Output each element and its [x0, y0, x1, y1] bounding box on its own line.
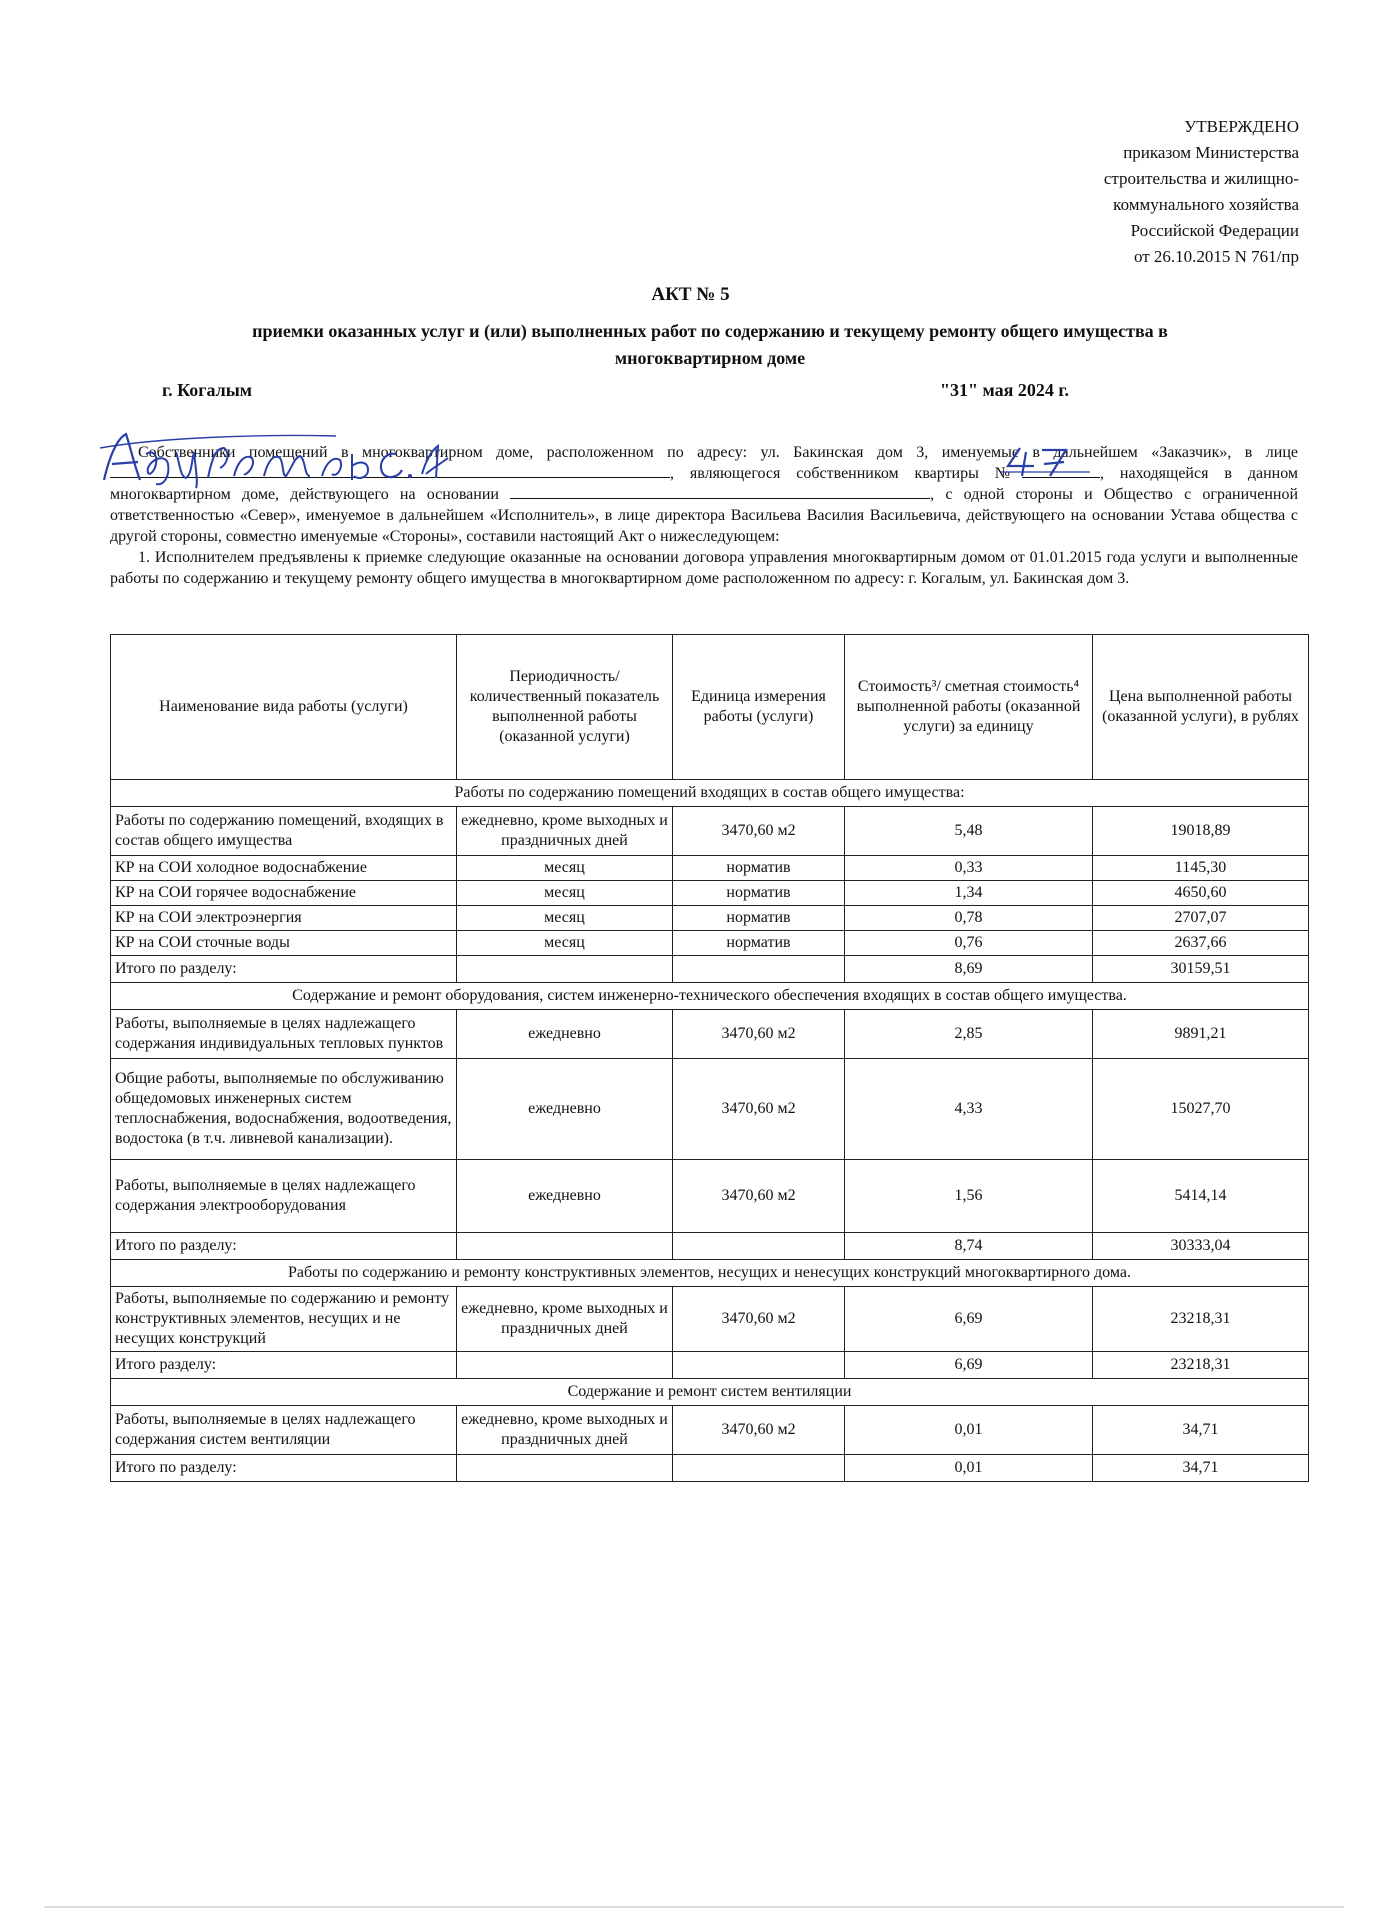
section-header-row	[111, 780, 1309, 807]
cell-unit-cost: 0,33	[845, 856, 1093, 881]
total-unit-cost: 0,01	[845, 1455, 1093, 1482]
total-empty	[457, 1233, 673, 1260]
cell-work-name: Работы, выполняемые в целях надлежащего содержания систем вентиляции	[111, 1406, 457, 1455]
total-label: Итого по разделу:	[111, 956, 457, 983]
cell-unit: 3470,60 м2	[673, 1406, 845, 1455]
handwritten-apartment-number	[1000, 444, 1092, 478]
total-label: Итого по разделу:	[111, 1455, 457, 1482]
scan-edge-line	[44, 1906, 1344, 1908]
total-unit-cost: 8,74	[845, 1233, 1093, 1260]
section-header-row	[111, 983, 1309, 1010]
cell-price: 2637,66	[1093, 931, 1309, 956]
intro-text-d: , с одной стороны и Общество с ограниченной ответственностью «Север», именуемое в дальнейшем «Исполнитель», в лице директора Васильева Василия Васильевича, действующего на основании Устава общества с другой стороны, совместно именуемые «Стороны», составили настоящий Акт о нижеследующем:	[110, 486, 1299, 545]
cell-unit-cost: 2,85	[845, 1010, 1093, 1059]
total-price: 34,71	[1093, 1455, 1309, 1482]
total-label: Итого по разделу:	[111, 1233, 457, 1260]
table-row	[111, 1287, 1309, 1352]
intro-text-b: , являющегося собственником квартиры №	[670, 465, 1022, 482]
cell-unit-cost: 5,48	[845, 807, 1093, 856]
approved-line: УТВЕРЖДЕНО	[1184, 117, 1299, 136]
header-unit: Единица измерения работы (услуги)	[673, 635, 845, 780]
header-price: Цена выполненной работы (оказанной услуги), в рублях	[1093, 635, 1309, 780]
intro-text-a: Собственники помещений в многоквартирном доме, расположенном по адресу: ул. Бакинская дом 3, именуемые в дальнейшем «Заказчик», в лице	[138, 444, 1298, 461]
total-price: 23218,31	[1093, 1352, 1309, 1379]
cell-unit: норматив	[673, 856, 845, 881]
approved-line: Российской Федерации	[1130, 221, 1299, 240]
cell-periodicity: месяц	[457, 856, 673, 881]
intro-paragraph-2: 1. Исполнителем предъявлены к приемке следующие оказанные на основании договора управления многоквартирным домом от 01.01.2015 года услуги и выполненные работы по содержанию и текущему ремонту общего имущества в многоквартирном доме расположенном по адресу: г. Когалым, ул. Бакинская дом 3.	[110, 549, 1298, 587]
approved-line: строительства и жилищно-	[1103, 169, 1299, 188]
cell-unit-cost: 0,78	[845, 906, 1093, 931]
cell-unit: норматив	[673, 881, 845, 906]
section-total-row	[111, 1455, 1309, 1482]
cell-price: 1145,30	[1093, 856, 1309, 881]
cell-unit: 3470,60 м2	[673, 1287, 845, 1352]
header-unit-cost: Стоимость³/ сметная стоимость⁴ выполненной работы (оказанной услуги) за единицу	[845, 635, 1093, 780]
approved-line: от 26.10.2015 N 761/пр	[1133, 247, 1299, 266]
cell-unit-cost: 0,76	[845, 931, 1093, 956]
table-row	[111, 1059, 1309, 1160]
total-unit-cost: 8,69	[845, 956, 1093, 983]
cell-unit-cost: 1,34	[845, 881, 1093, 906]
total-unit-cost: 6,69	[845, 1352, 1093, 1379]
table-row	[111, 807, 1309, 856]
table-row	[111, 1160, 1309, 1233]
total-label: Итого разделу:	[111, 1352, 457, 1379]
approval-stamp-text	[1104, 114, 1299, 270]
table-row	[111, 1406, 1309, 1455]
total-empty	[673, 956, 845, 983]
total-empty	[673, 1455, 845, 1482]
cell-work-name: КР на СОИ горячее водоснабжение	[111, 881, 457, 906]
total-empty	[457, 1455, 673, 1482]
total-price: 30159,51	[1093, 956, 1309, 983]
total-empty	[673, 1352, 845, 1379]
section-total-row	[111, 956, 1309, 983]
section-title: Работы по содержанию помещений входящих в состав общего имущества:	[111, 780, 1309, 807]
cell-periodicity: ежедневно	[457, 1010, 673, 1059]
table-row	[111, 856, 1309, 881]
cell-unit-cost: 6,69	[845, 1287, 1093, 1352]
cell-periodicity: ежедневно, кроме выходных и праздничных дней	[457, 807, 673, 856]
cell-price: 4650,60	[1093, 881, 1309, 906]
table-row	[111, 881, 1309, 906]
basis-blank	[510, 484, 930, 499]
approved-line: приказом Министерства	[1123, 143, 1299, 162]
works-table-body	[111, 780, 1309, 1482]
cell-periodicity: ежедневно	[457, 1059, 673, 1160]
section-total-row	[111, 1352, 1309, 1379]
cell-work-name: Работы, выполняемые в целях надлежащего содержания индивидуальных тепловых пунктов	[111, 1010, 457, 1059]
handwritten-name	[96, 424, 476, 490]
cell-work-name: КР на СОИ холодное водоснабжение	[111, 856, 457, 881]
cell-price: 19018,89	[1093, 807, 1309, 856]
table-row	[111, 906, 1309, 931]
cell-price: 23218,31	[1093, 1287, 1309, 1352]
act-city: г. Когалым	[162, 380, 253, 400]
header-work-name: Наименование вида работы (услуги)	[111, 635, 457, 780]
cell-periodicity: месяц	[457, 906, 673, 931]
cell-price: 9891,21	[1093, 1010, 1309, 1059]
act-date: "31" мая 2024 г.	[940, 380, 1070, 400]
cell-periodicity: месяц	[457, 931, 673, 956]
approved-line: коммунального хозяйства	[1113, 195, 1299, 214]
cell-price: 5414,14	[1093, 1160, 1309, 1233]
header-periodicity: Периодичность/ количественный показатель выполненной работы (оказанной услуги)	[457, 635, 673, 780]
cell-work-name: КР на СОИ сточные воды	[111, 931, 457, 956]
cell-unit-cost: 1,56	[845, 1160, 1093, 1233]
cell-price: 2707,07	[1093, 906, 1309, 931]
section-title: Содержание и ремонт систем вентиляции	[111, 1379, 1309, 1406]
cell-work-name: КР на СОИ электроэнергия	[111, 906, 457, 931]
total-empty	[673, 1233, 845, 1260]
intro-text-c: , находящейся в данном многоквартирном доме, действующего на основании	[110, 465, 1299, 503]
cell-unit-cost: 4,33	[845, 1059, 1093, 1160]
act-title: АКТ № 5	[651, 284, 730, 305]
cell-price: 34,71	[1093, 1406, 1309, 1455]
total-price: 30333,04	[1093, 1233, 1309, 1260]
cell-price: 15027,70	[1093, 1059, 1309, 1160]
cell-unit: 3470,60 м2	[673, 807, 845, 856]
cell-unit: 3470,60 м2	[673, 1160, 845, 1233]
section-title: Содержание и ремонт оборудования, систем инженерно-технического обеспечения входящих в состав общего имущества.	[111, 983, 1309, 1010]
cell-periodicity: ежедневно, кроме выходных и праздничных дней	[457, 1287, 673, 1352]
section-header-row	[111, 1379, 1309, 1406]
total-empty	[457, 956, 673, 983]
cell-work-name: Общие работы, выполняемые по обслуживанию общедомовых инженерных систем теплоснабжения, водоснабжения, водоотведения, водостока (в т.ч. ливневой канализации).	[111, 1059, 457, 1160]
works-table	[110, 634, 1309, 1482]
table-row	[111, 931, 1309, 956]
cell-unit: 3470,60 м2	[673, 1059, 845, 1160]
cell-unit-cost: 0,01	[845, 1406, 1093, 1455]
cell-periodicity: ежедневно, кроме выходных и праздничных дней	[457, 1406, 673, 1455]
table-header-row	[111, 635, 1309, 780]
cell-periodicity: ежедневно	[457, 1160, 673, 1233]
section-title: Работы по содержанию и ремонту конструктивных элементов, несущих и ненесущих конструкций многоквартирного дома.	[111, 1260, 1309, 1287]
cell-periodicity: месяц	[457, 881, 673, 906]
cell-work-name: Работы, выполняемые по содержанию и ремонту конструктивных элементов, несущих и не несущих конструкций	[111, 1287, 457, 1352]
cell-work-name: Работы, выполняемые в целях надлежащего содержания электрооборудования	[111, 1160, 457, 1233]
total-empty	[457, 1352, 673, 1379]
act-subtitle: приемки оказанных услуг и (или) выполненных работ по содержанию и текущему ремонту общего имущества в многоквартирном доме	[252, 321, 1168, 368]
cell-unit: 3470,60 м2	[673, 1010, 845, 1059]
cell-work-name: Работы по содержанию помещений, входящих в состав общего имущества	[111, 807, 457, 856]
section-total-row	[111, 1233, 1309, 1260]
cell-unit: норматив	[673, 906, 845, 931]
section-header-row	[111, 1260, 1309, 1287]
table-row	[111, 1010, 1309, 1059]
cell-unit: норматив	[673, 931, 845, 956]
